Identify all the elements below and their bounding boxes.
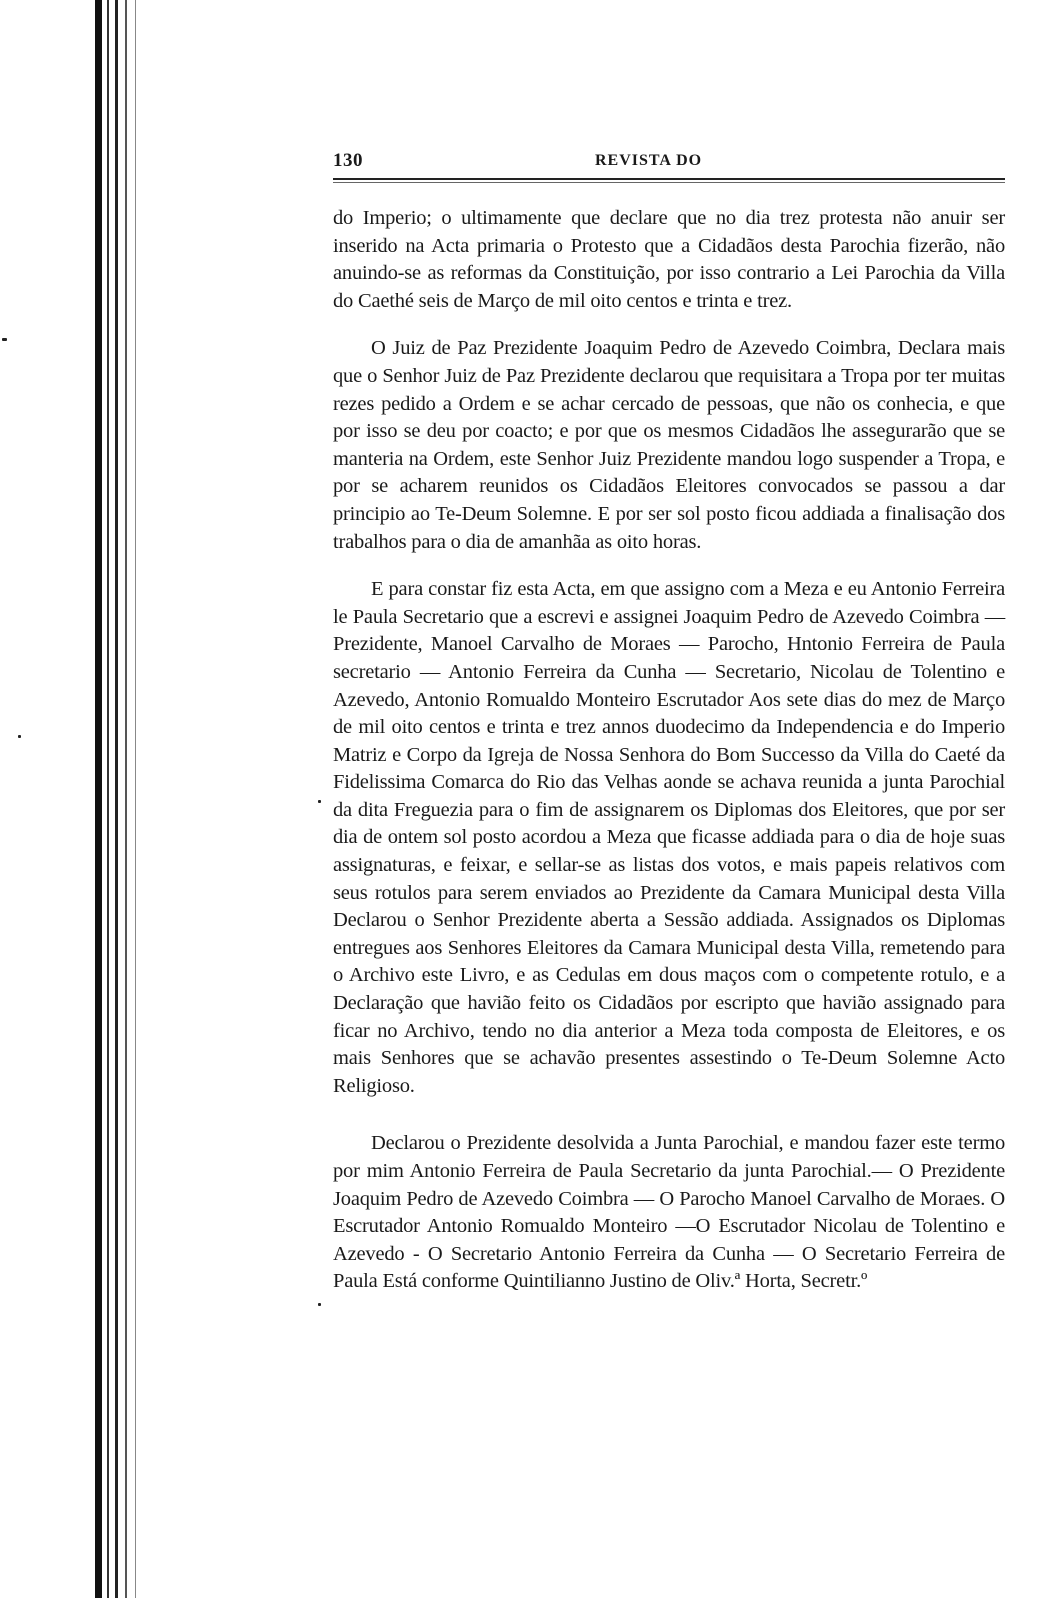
header-rule-thin <box>333 182 1005 183</box>
running-title: REVISTA DO <box>595 152 703 169</box>
book-gutter <box>95 0 145 1598</box>
scan-speck <box>318 1303 321 1306</box>
scan-speck <box>318 800 321 803</box>
header-rule <box>333 178 1005 180</box>
page-number: 130 <box>333 150 363 171</box>
scan-speck <box>2 338 7 341</box>
paragraph-4: Declarou o Prezidente desolvida a Junta Parochial, e mandou fazer este termo por mim Antonio Ferreira de Paula Secretario da junta Parochial.— O Prezidente Joaquim Pedro de Azevedo Coimbra — O Parocho Manoel Carvalho de Moraes. O Escrutador Antonio Romualdo Monteiro —O Escrutador Nicolau de Tolentino e Azevedo - O Secretario Antonio Ferreira da Cunha — O Secretario Ferreira de Paula Está conforme Quintilianno Justino de Oliv.ª Horta, Secretr.º <box>333 1132 1005 1293</box>
book-page <box>333 150 1005 1316</box>
paragraph-2: O Juiz de Paz Prezidente Joaquim Pedro de Azevedo Coimbra, Declara mais que o Senhor Juiz de Paz Prezidente declarou que requisitara a Tropa por ter muitas rezes pedido a Ordem e se achar cercado de pessoas, que não os conhecia, e que por isso se deu por coacto; e por que os mesmos Cidadãos lhe assegurarão que se manteria na Ordem, este Senhor Juiz Prezidente mandou logo suspender a Tropa, e por se acharem reunidos os Cidadãos Eleitores convocados se passou a dar principio ao Te-Deum Solemne. E por ser sol posto ficou addiada a finalisação dos trabalhos para o dia de amanhãa as oito horas. <box>333 337 1005 553</box>
paragraph-1: do Imperio; o ultimamente que declare que no dia trez protesta não anuir ser inserido na Acta primaria o Protesto que a Cidadãos desta Parochia fizerão, não anuindo-se as reformas da Constituição, por isso contrario a Lei Parochia da Villa do Caethé seis de Março de mil oito centos e trinta e trez. <box>333 207 1005 312</box>
scan-speck <box>18 735 21 738</box>
paragraph-3: E para constar fiz esta Acta, em que assigno com a Meza e eu Antonio Ferreira le Paula Secretario que a escrevi e assignei Joaquim Pedro de Azevedo Coimbra — Prezidente, Manoel Carvalho de Moraes — Parocho, Hntonio Ferreira de Paula secretario — Antonio Ferreira da Cunha — Secretario, Nicolau de Tolentino e Azevedo, Antonio Romualdo Monteiro Escrutador Aos sete dias do mez de Março de mil oito centos e trinta e trez annos duodecimo da Independencia e do Imperio Matriz e Corpo da Igreja de Nossa Senhora do Bom Successo da Villa do Caeté da Fidelissima Comarca do Rio das Velhas aonde se achava reunida a junta Parochial da dita Freguezia para o fim de assignarem os Diplomas dos Eleitores, que por ser dia de ontem sol posto acordou a Meza que ficasse addiada para o dia de hoje suas assignaturas, e feixar, e sellar-se as listas dos votos, e mais papeis relativos com seus rotulos para serem enviados ao Prezidente da Camara Municipal desta Villa Declarou o Senhor Prezidente aberta a Sessão addiada. Assignados os Diplomas entregues aos Senhores Eleitores da Camara Municipal desta Villa, remetendo para o Archivo este Livro, e as Cedulas em dous maços com o competente rotulo, e a Declaração que havião feito os Cidadãos por escripto que havião assignado para ficar no Archivo, tendo no dia anterior a Meza toda composta de Eleitores, e os mais Senhores que se achavão presentes assestindo o Te-Deum Solemne Acto Religioso. <box>333 578 1005 1097</box>
running-head <box>333 150 1005 176</box>
body-text <box>333 205 1005 1296</box>
